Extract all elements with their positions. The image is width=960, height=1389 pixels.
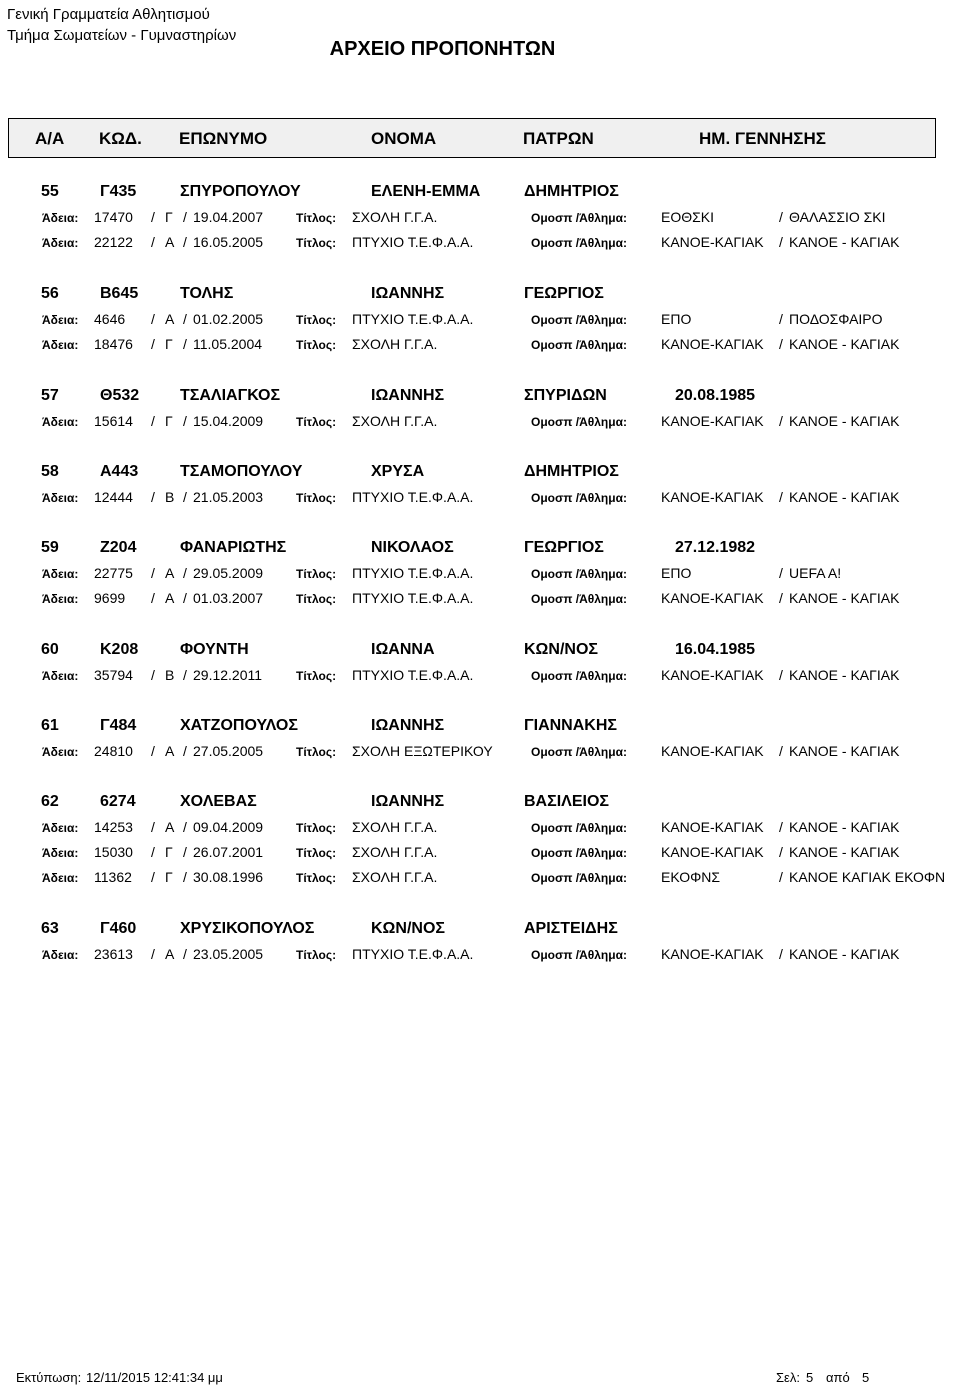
print-label: Εκτύπωση:	[16, 1370, 82, 1385]
org-department: Τμήμα Σωματείων - Γυμναστηρίων	[7, 27, 237, 44]
title-label: Τίτλος:	[296, 338, 337, 352]
col-aa: Α/Α	[35, 129, 65, 148]
print-date: 12/11/2015 12:41:34 μμ	[86, 1370, 223, 1385]
license-sport: ΚΑΝΟΕ - ΚΑΓΙΑΚ	[789, 413, 900, 429]
license-grade: Β	[165, 489, 175, 505]
record-name: ΕΛΕΝΗ-ΕΜΜΑ	[371, 183, 481, 200]
record-code: Ζ204	[100, 539, 137, 556]
license-sport: ΚΑΝΟΕ - ΚΑΓΙΑΚ	[789, 946, 900, 962]
record-father-name: ΔΗΜΗΤΡΙΟΣ	[524, 463, 619, 480]
license-federation: ΚΑΝΟΕ-ΚΑΓΙΑΚ	[661, 819, 764, 835]
license-sport: ΚΑΝΟΕ - ΚΑΓΙΑΚ	[789, 590, 900, 606]
federation-sport-label: Ομοσπ /Άθλημα:	[531, 745, 627, 759]
license-sport: ΚΑΝΟΕ ΚΑΓΙΑΚ ΕΚΟΦΝ	[789, 869, 946, 885]
license-title: ΣΧΟΛΗ Γ.Γ.Α.	[352, 209, 438, 225]
separator: /	[151, 590, 155, 606]
record-number: 58	[41, 463, 59, 480]
license-row	[0, 489, 960, 509]
separator: /	[183, 336, 187, 352]
record-father-name: ΔΗΜΗΤΡΙΟΣ	[524, 183, 619, 200]
page-label: Σελ:	[776, 1370, 800, 1385]
record-name: ΙΩΑΝΝΑ	[371, 641, 435, 658]
license-sport: UEFA A!	[789, 565, 842, 581]
separator: /	[779, 743, 783, 759]
license-row	[0, 869, 960, 889]
license-title: ΠΤΥΧΙΟ Τ.Ε.Φ.Α.Α.	[352, 489, 474, 505]
separator: /	[183, 743, 187, 759]
license-row	[0, 311, 960, 331]
record-main-row	[0, 387, 960, 409]
record-surname: ΦΑΝΑΡΙΩΤΗΣ	[180, 539, 287, 556]
license-date: 30.08.1996	[193, 869, 264, 885]
license-title: ΣΧΟΛΗ ΕΞΩΤΕΡΙΚΟΥ	[352, 743, 493, 759]
record-name: ΙΩΑΝΝΗΣ	[371, 793, 445, 810]
col-code: ΚΩΔ.	[99, 129, 142, 148]
record-main-row	[0, 793, 960, 815]
license-federation: ΚΑΝΟΕ-ΚΑΓΙΑΚ	[661, 413, 764, 429]
separator: /	[183, 311, 187, 327]
license-sport: ΚΑΝΟΕ - ΚΑΓΙΑΚ	[789, 234, 900, 250]
page-total: 5	[862, 1370, 870, 1385]
license-label: Άδεια:	[42, 567, 79, 581]
license-title: ΠΤΥΧΙΟ Τ.Ε.Φ.Α.Α.	[352, 946, 474, 962]
license-federation: ΚΑΝΟΕ-ΚΑΓΙΑΚ	[661, 234, 764, 250]
license-number: 22122	[94, 234, 133, 250]
license-sport: ΚΑΝΟΕ - ΚΑΓΙΑΚ	[789, 743, 900, 759]
page-title: ΑΡΧΕΙΟ ΠΡΟΠΟΝΗΤΩΝ	[329, 38, 556, 60]
license-row	[0, 336, 960, 356]
federation-sport-label: Ομοσπ /Άθλημα:	[531, 948, 627, 962]
title-label: Τίτλος:	[296, 236, 337, 250]
federation-sport-label: Ομοσπ /Άθλημα:	[531, 669, 627, 683]
record-number: 55	[41, 183, 59, 200]
license-label: Άδεια:	[42, 871, 79, 885]
page-number: 5	[806, 1370, 814, 1385]
license-title: ΣΧΟΛΗ Γ.Γ.Α.	[352, 869, 438, 885]
license-row	[0, 565, 960, 585]
license-date: 01.03.2007	[193, 590, 264, 606]
title-label: Τίτλος:	[296, 567, 337, 581]
separator: /	[183, 489, 187, 505]
separator: /	[183, 209, 187, 225]
federation-sport-label: Ομοσπ /Άθλημα:	[531, 871, 627, 885]
license-number: 17470	[94, 209, 133, 225]
federation-sport-label: Ομοσπ /Άθλημα:	[531, 338, 627, 352]
page-of-label: από	[826, 1370, 850, 1385]
separator: /	[151, 819, 155, 835]
license-grade: Γ	[165, 844, 173, 860]
separator: /	[779, 844, 783, 860]
separator: /	[151, 565, 155, 581]
separator: /	[183, 844, 187, 860]
federation-sport-label: Ομοσπ /Άθλημα:	[531, 846, 627, 860]
separator: /	[183, 667, 187, 683]
federation-sport-label: Ομοσπ /Άθλημα:	[531, 313, 627, 327]
record-code: Κ208	[100, 641, 139, 658]
license-grade: Γ	[165, 336, 173, 352]
license-federation: ΚΑΝΟΕ-ΚΑΓΙΑΚ	[661, 336, 764, 352]
separator: /	[151, 311, 155, 327]
license-label: Άδεια:	[42, 948, 79, 962]
title-label: Τίτλος:	[296, 415, 337, 429]
license-title: ΠΤΥΧΙΟ Τ.Ε.Φ.Α.Α.	[352, 234, 474, 250]
license-date: 15.04.2009	[193, 413, 264, 429]
record-father-name: ΣΠΥΡΙΔΩΝ	[524, 387, 607, 404]
separator: /	[779, 413, 783, 429]
separator: /	[183, 819, 187, 835]
record-name: ΙΩΑΝΝΗΣ	[371, 387, 445, 404]
license-number: 4646	[94, 311, 126, 327]
separator: /	[779, 819, 783, 835]
license-title: ΠΤΥΧΙΟ Τ.Ε.Φ.Α.Α.	[352, 565, 474, 581]
record-code: Θ532	[100, 387, 140, 404]
federation-sport-label: Ομοσπ /Άθλημα:	[531, 592, 627, 606]
license-number: 11362	[94, 869, 132, 885]
license-label: Άδεια:	[42, 669, 79, 683]
separator: /	[779, 209, 783, 225]
separator: /	[151, 743, 155, 759]
license-grade: Α	[165, 946, 175, 962]
separator: /	[779, 946, 783, 962]
federation-sport-label: Ομοσπ /Άθλημα:	[531, 236, 627, 250]
license-label: Άδεια:	[42, 821, 79, 835]
separator: /	[779, 869, 783, 885]
license-sport: ΚΑΝΟΕ - ΚΑΓΙΑΚ	[789, 667, 900, 683]
title-label: Τίτλος:	[296, 313, 337, 327]
record-father-name: ΑΡΙΣΤΕΙΔΗΣ	[524, 920, 618, 937]
record-father-name: ΓΕΩΡΓΙΟΣ	[524, 539, 604, 556]
federation-sport-label: Ομοσπ /Άθλημα:	[531, 415, 627, 429]
title-label: Τίτλος:	[296, 846, 337, 860]
federation-sport-label: Ομοσπ /Άθλημα:	[531, 821, 627, 835]
license-row	[0, 946, 960, 966]
license-federation: ΕΠΟ	[661, 565, 692, 581]
separator: /	[151, 336, 155, 352]
separator: /	[183, 234, 187, 250]
record-main-row	[0, 463, 960, 485]
license-date: 09.04.2009	[193, 819, 264, 835]
license-sport: ΚΑΝΟΕ - ΚΑΓΙΑΚ	[789, 844, 900, 860]
record-father-name: ΚΩΝ/ΝΟΣ	[524, 641, 598, 658]
col-birthdate: ΗΜ. ΓΕΝΝΗΣΗΣ	[699, 129, 826, 148]
license-federation: ΚΑΝΟΕ-ΚΑΓΙΑΚ	[661, 743, 764, 759]
record-birthdate: 27.12.1982	[675, 539, 756, 556]
separator: /	[151, 667, 155, 683]
license-grade: Α	[165, 590, 175, 606]
title-label: Τίτλος:	[296, 745, 337, 759]
record-father-name: ΓΙΑΝΝΑΚΗΣ	[524, 717, 617, 734]
title-label: Τίτλος:	[296, 821, 337, 835]
license-sport: ΠΟΔΟΣΦΑΙΡΟ	[789, 311, 883, 327]
separator: /	[779, 590, 783, 606]
record-code: 6274	[100, 793, 136, 810]
license-date: 29.05.2009	[193, 565, 264, 581]
license-date: 29.12.2011	[193, 667, 263, 683]
title-label: Τίτλος:	[296, 948, 337, 962]
license-number: 15030	[94, 844, 133, 860]
record-code: Γ460	[100, 920, 137, 937]
license-number: 35794	[94, 667, 133, 683]
record-surname: ΣΠΥΡΟΠΟΥΛΟΥ	[180, 183, 301, 200]
license-grade: Β	[165, 667, 175, 683]
record-main-row	[0, 183, 960, 205]
license-federation: ΕΠΟ	[661, 311, 692, 327]
license-grade: Γ	[165, 209, 173, 225]
record-surname: ΤΣΑΜΟΠΟΥΛΟΥ	[180, 463, 303, 480]
license-grade: Α	[165, 565, 175, 581]
separator: /	[183, 869, 187, 885]
separator: /	[151, 489, 155, 505]
license-label: Άδεια:	[42, 338, 79, 352]
license-number: 15614	[94, 413, 133, 429]
record-name: ΙΩΑΝΝΗΣ	[371, 717, 445, 734]
col-father: ΠΑΤΡΩΝ	[523, 129, 594, 148]
record-code: Γ435	[100, 183, 137, 200]
license-label: Άδεια:	[42, 313, 79, 327]
record-name: ΝΙΚΟΛΑΟΣ	[371, 539, 454, 556]
record-surname: ΤΟΛΗΣ	[180, 285, 234, 302]
separator: /	[151, 209, 155, 225]
record-surname: ΤΣΑΛΙΑΓΚΟΣ	[180, 387, 281, 404]
separator: /	[779, 311, 783, 327]
license-federation: ΚΑΝΟΕ-ΚΑΓΙΑΚ	[661, 946, 764, 962]
license-title: ΠΤΥΧΙΟ Τ.Ε.Φ.Α.Α.	[352, 311, 474, 327]
record-name: ΚΩΝ/ΝΟΣ	[371, 920, 445, 937]
title-label: Τίτλος:	[296, 592, 337, 606]
record-code: Β645	[100, 285, 139, 302]
license-title: ΠΤΥΧΙΟ Τ.Ε.Φ.Α.Α.	[352, 590, 474, 606]
federation-sport-label: Ομοσπ /Άθλημα:	[531, 491, 627, 505]
record-code: Α443	[100, 463, 139, 480]
column-header-bar	[8, 118, 936, 158]
record-number: 57	[41, 387, 59, 404]
org-name: Γενική Γραμματεία Αθλητισμού	[7, 6, 210, 23]
license-number: 12444	[94, 489, 133, 505]
record-father-name: ΓΕΩΡΓΙΟΣ	[524, 285, 604, 302]
separator: /	[183, 565, 187, 581]
record-birthdate: 20.08.1985	[675, 387, 756, 404]
license-date: 26.07.2001	[193, 844, 264, 860]
license-date: 16.05.2005	[193, 234, 264, 250]
record-code: Γ484	[100, 717, 137, 734]
record-surname: ΧΟΛΕΒΑΣ	[180, 793, 257, 810]
record-surname: ΦΟΥΝΤΗ	[180, 641, 249, 658]
federation-sport-label: Ομοσπ /Άθλημα:	[531, 567, 627, 581]
license-title: ΣΧΟΛΗ Γ.Γ.Α.	[352, 413, 438, 429]
license-row	[0, 413, 960, 433]
license-grade: Α	[165, 819, 175, 835]
license-date: 21.05.2003	[193, 489, 264, 505]
separator: /	[779, 489, 783, 505]
license-number: 22775	[94, 565, 133, 581]
separator: /	[151, 234, 155, 250]
separator: /	[151, 946, 155, 962]
license-grade: Α	[165, 234, 175, 250]
license-row	[0, 590, 960, 610]
license-label: Άδεια:	[42, 211, 79, 225]
license-sport: ΚΑΝΟΕ - ΚΑΓΙΑΚ	[789, 489, 900, 505]
license-row	[0, 209, 960, 229]
separator: /	[779, 667, 783, 683]
federation-sport-label: Ομοσπ /Άθλημα:	[531, 211, 627, 225]
license-label: Άδεια:	[42, 745, 79, 759]
license-number: 18476	[94, 336, 133, 352]
record-number: 60	[41, 641, 59, 658]
record-number: 56	[41, 285, 59, 302]
record-number: 63	[41, 920, 59, 937]
license-number: 14253	[94, 819, 133, 835]
license-title: ΣΧΟΛΗ Γ.Γ.Α.	[352, 844, 438, 860]
separator: /	[151, 413, 155, 429]
license-date: 19.04.2007	[193, 209, 264, 225]
record-main-row	[0, 717, 960, 739]
title-label: Τίτλος:	[296, 669, 337, 683]
title-label: Τίτλος:	[296, 491, 337, 505]
separator: /	[151, 844, 155, 860]
record-name: ΧΡΥΣΑ	[371, 463, 425, 480]
license-row	[0, 743, 960, 763]
separator: /	[183, 413, 187, 429]
license-grade: Α	[165, 311, 175, 327]
license-federation: ΚΑΝΟΕ-ΚΑΓΙΑΚ	[661, 667, 764, 683]
license-number: 23613	[94, 946, 133, 962]
license-grade: Α	[165, 743, 175, 759]
license-sport: ΚΑΝΟΕ - ΚΑΓΙΑΚ	[789, 336, 900, 352]
record-name: ΙΩΑΝΝΗΣ	[371, 285, 445, 302]
license-date: 01.02.2005	[193, 311, 264, 327]
license-number: 24810	[94, 743, 133, 759]
separator: /	[779, 565, 783, 581]
record-number: 62	[41, 793, 59, 810]
license-federation: ΚΑΝΟΕ-ΚΑΓΙΑΚ	[661, 489, 764, 505]
license-label: Άδεια:	[42, 846, 79, 860]
separator: /	[183, 590, 187, 606]
license-row	[0, 667, 960, 687]
license-title: ΣΧΟΛΗ Γ.Γ.Α.	[352, 819, 438, 835]
col-surname: ΕΠΩΝΥΜΟ	[179, 129, 268, 148]
license-federation: ΕΚΟΦΝΣ	[661, 869, 721, 885]
separator: /	[779, 234, 783, 250]
license-date: 23.05.2005	[193, 946, 264, 962]
record-number: 61	[41, 717, 59, 734]
license-row	[0, 844, 960, 864]
record-surname: ΧΑΤΖΟΠΟΥΛΟΣ	[180, 717, 298, 734]
record-main-row	[0, 539, 960, 561]
license-title: ΠΤΥΧΙΟ Τ.Ε.Φ.Α.Α.	[352, 667, 474, 683]
license-federation: ΕΟΘΣΚΙ	[661, 209, 714, 225]
license-sport: ΚΑΝΟΕ - ΚΑΓΙΑΚ	[789, 819, 900, 835]
license-row	[0, 819, 960, 839]
license-title: ΣΧΟΛΗ Γ.Γ.Α.	[352, 336, 438, 352]
license-federation: ΚΑΝΟΕ-ΚΑΓΙΑΚ	[661, 590, 764, 606]
col-name: ΟΝΟΜΑ	[371, 129, 437, 148]
license-label: Άδεια:	[42, 236, 79, 250]
license-number: 9699	[94, 590, 126, 606]
license-label: Άδεια:	[42, 491, 79, 505]
license-date: 27.05.2005	[193, 743, 264, 759]
license-label: Άδεια:	[42, 592, 79, 606]
license-sport: ΘΑΛΑΣΣΙΟ ΣΚΙ	[789, 209, 886, 225]
license-label: Άδεια:	[42, 415, 79, 429]
record-number: 59	[41, 539, 59, 556]
title-label: Τίτλος:	[296, 211, 337, 225]
license-grade: Γ	[165, 413, 173, 429]
record-father-name: ΒΑΣΙΛΕΙΟΣ	[524, 793, 609, 810]
record-main-row	[0, 285, 960, 307]
record-main-row	[0, 641, 960, 663]
license-federation: ΚΑΝΟΕ-ΚΑΓΙΑΚ	[661, 844, 764, 860]
separator: /	[779, 336, 783, 352]
record-main-row	[0, 920, 960, 942]
record-birthdate: 16.04.1985	[675, 641, 756, 658]
license-date: 11.05.2004	[193, 336, 263, 352]
license-grade: Γ	[165, 869, 173, 885]
license-row	[0, 234, 960, 254]
separator: /	[151, 869, 155, 885]
separator: /	[183, 946, 187, 962]
record-surname: ΧΡΥΣΙΚΟΠΟΥΛΟΣ	[180, 920, 315, 937]
title-label: Τίτλος:	[296, 871, 337, 885]
